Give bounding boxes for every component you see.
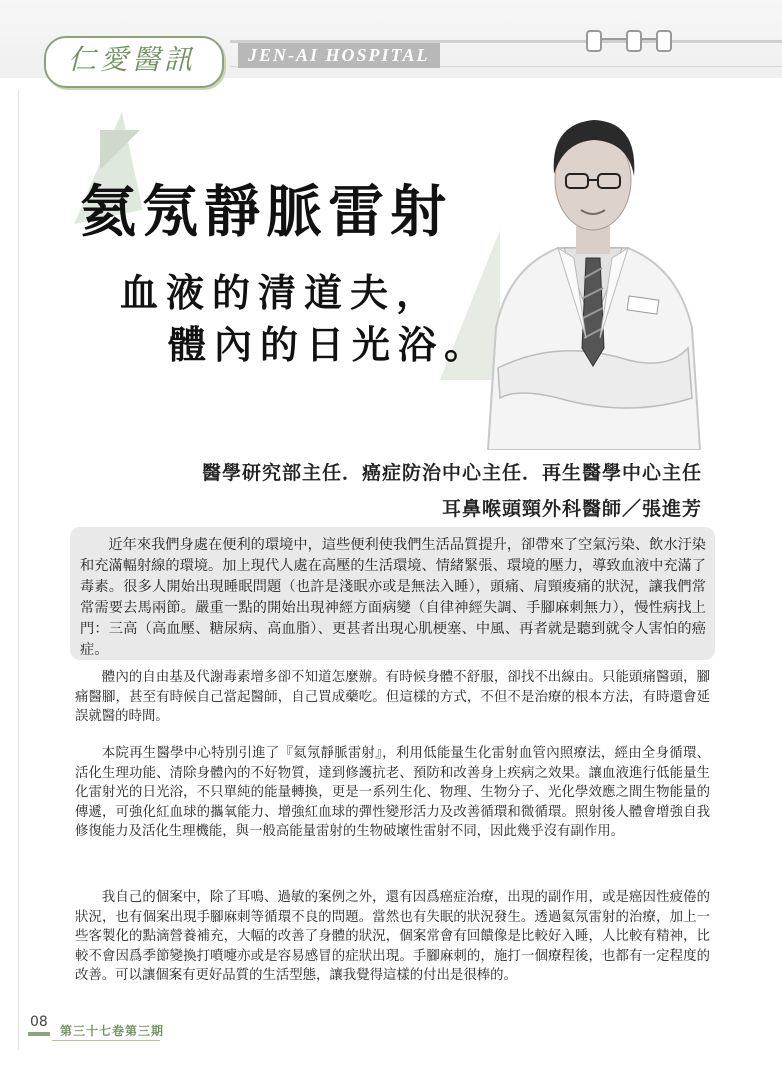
author-name: 耳鼻喉頭頸外科醫師／張進芳 xyxy=(441,498,702,520)
issue-label: 第三十七卷第三期 xyxy=(60,1024,165,1038)
article-subtitle-line1: 血液的清道夫， xyxy=(120,270,443,315)
page-number: 08 xyxy=(30,1014,48,1030)
hospital-brand: JEN-AI HOSPITAL xyxy=(238,43,440,68)
page-number-bar xyxy=(28,1032,50,1036)
doctor-portrait xyxy=(478,98,708,450)
header-ornament-pill xyxy=(586,30,602,52)
article-title: 氦氖靜脈雷射 xyxy=(80,180,452,245)
author-positions: 醫學研究部主任．癌症防治中心主任．再生醫學中心主任 xyxy=(201,462,702,484)
article-subtitle-line2: 體內的日光浴。 xyxy=(168,322,491,367)
body-paragraph: 我自己的個案中，除了耳鳴、過敏的案例之外，還有因爲癌症治療，出現的副作用，或是癌因性疲倦的狀況，也有個案出現手腳麻刺等循環不良的問題。當然也有失眠的狀況發生。透過氦氖雷射的治療，加上一些客製化的點滴營養補充，大幅的改善了身體的狀況，個案常會有回饋像是比較好入睡，人比較有精神，比較不會因爲季節變換打噴嚏亦或是容易感冒的症狀出現。手腳麻刺的，施打一個療程後，也都有一定程度的改善。可以讓個案有更好品質的生活型態，讓我覺得這樣的付出是很棒的。 xyxy=(75,890,710,983)
header-ornament-pill xyxy=(656,30,672,52)
decorative-triangle xyxy=(100,130,140,170)
body-paragraph: 體內的自由基及代謝毒素增多卻不知道怎麼辦。有時候身體不舒服，卻找不出線由。只能頭痛醫頭，腳痛醫腳，甚至有時候自己當起醫師，自己買成藥吃。但這樣的方式，不但不是治療的根本方法，有時還會延誤就醫的時間。 xyxy=(75,670,710,724)
page-margin-rule xyxy=(18,90,19,1050)
footer-rule xyxy=(52,1040,160,1041)
header-ornament-pill xyxy=(626,30,642,52)
publication-logo: 仁愛醫訊 xyxy=(67,43,196,76)
body-paragraph: 本院再生醫學中心特別引進了『氦氖靜脈雷射』，利用低能量生化雷射血管內照療法，經由全身循環、活化生理功能、清除身體內的不好物質，達到修護抗老、預防和改善身上疾病之效果。讓血液進行低能量生化雷射光的日光浴，不只單純的能量轉換，更是一系列生化、物理、生物分子、光化學效應之間生物能量的傳遞，可強化紅血球的攜氧能力、增強紅血球的彈性變形活力及改善循環和微循環。照射後人體會增強自我修復能力及活化生理機能，與一般高能量雷射的生物破壞性雷射不同，因此幾乎沒有副作用。 xyxy=(75,746,710,839)
intro-paragraph: 近年來我們身處在便利的環境中，這些便利使我們生活品質提升，卻帶來了空氣污染、飲水汙染和充滿輻射線的環境。加上現代人處在高壓的生活環境、情緒緊張、環境的壓力，導致血液中充滿了毒素。很多人開始出現睡眠問題（也許是淺眠亦或是無法入睡），頭痛、肩頸痠痛的狀況，讓我們常常需要去馬兩節。嚴重一點的開始出現神經方面病變（自律神經失調、手腳麻刺無力），慢性病找上門：三高（高血壓、糖尿病、高血脂）、更甚者出現心肌梗塞、中風、再者就是聽到就令人害怕的癌症。 xyxy=(80,537,706,658)
